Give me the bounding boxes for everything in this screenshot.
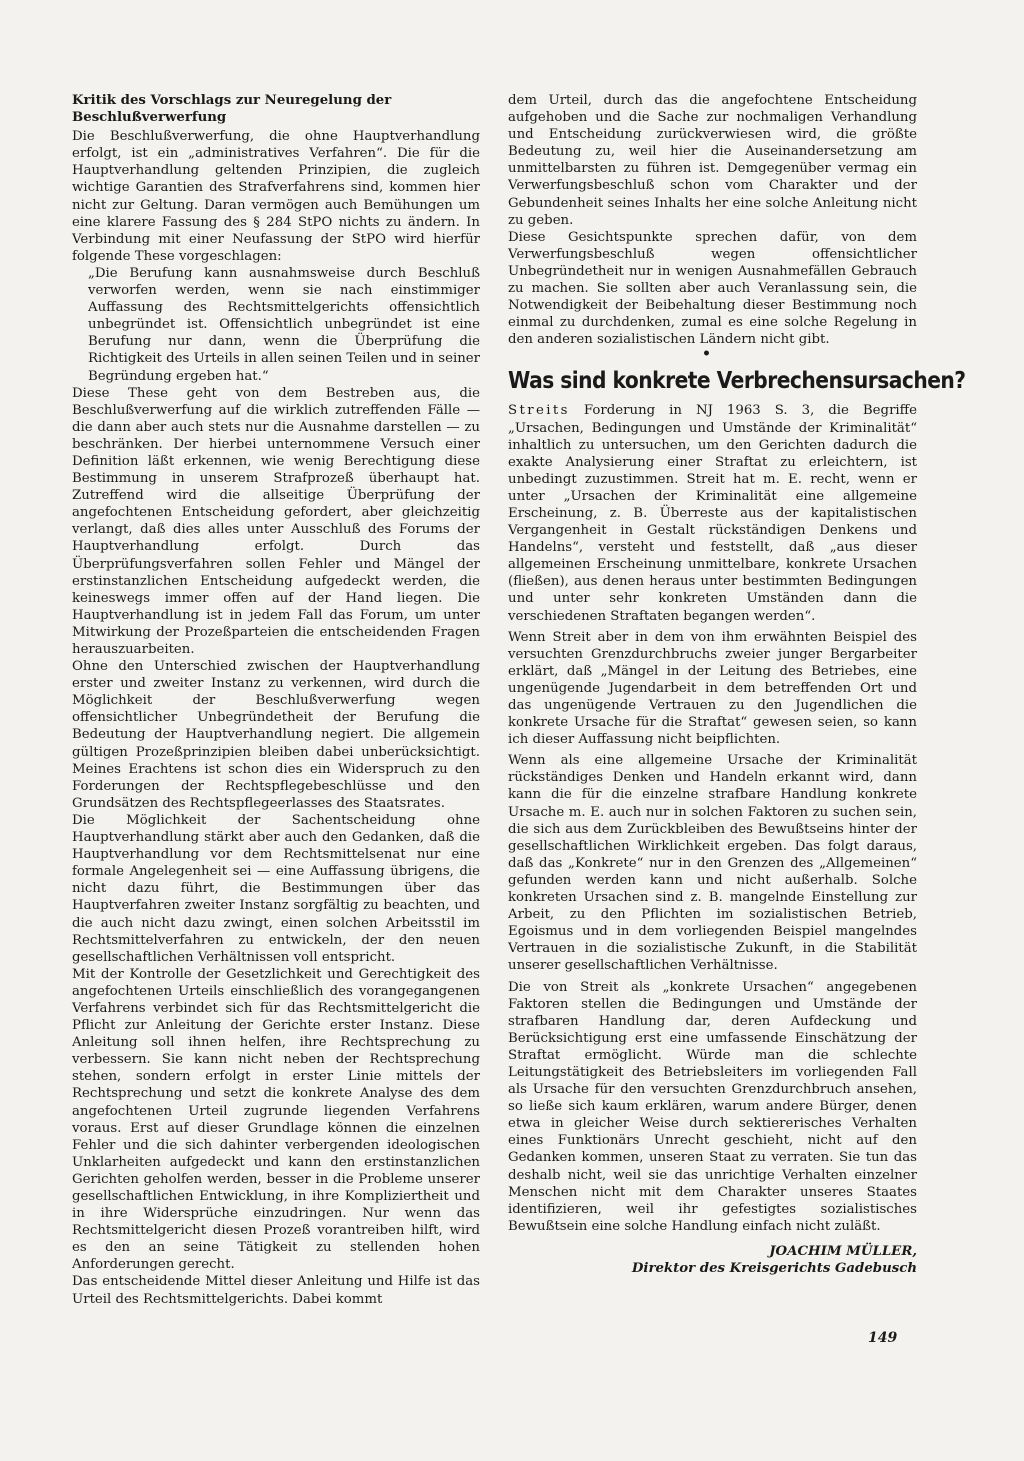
paragraph-text: Forderung in NJ 1963 S. 3, die Begriffe „Ursachen, Bedingungen und Umstände der Kriminalität“ inhaltlich zu untersuchen, um den Gerichten dadurch die exakte Analysierung einer Straftat zu erleichtern, ist unbedingt zuzustimmen. Streit hat m. E. recht, wenn er unter „Ursachen der Kriminalität eine allgemeine Erscheinung, z. B. Überreste aus der kapitalistischen Vergangenheit in Gestalt rückständigen Denkens und Handelns“, versteht und feststellt, daß „aus dieser allgemeinen Erscheinung unmittelbare, konkrete Ursachen (fließen), aus denen heraus unter bestimmten Bedingungen und unter sehr konkreten Umständen dann die verschiedenen Straftaten begangen werden“.	[508, 403, 917, 624]
author-title: Direktor des Kreisgerichts Gadebusch	[631, 1261, 917, 1276]
paragraph: Wenn als eine allgemeine Ursache der Kriminalität rückständiges Denken und Handeln erkannt wird, dann kann die für die einzelne strafbare Handlung konkrete Ursache m. E. auch nur in solchen Faktoren zu suchen sein, die sich aus dem Zurückbleiben des Bewußtseins hinter der gesellschaftlichen Wirklichkeit ergeben. Das folgt daraus, daß das „Konkrete“ nur in den Grenzen des „Allgemeinen“ gefunden werden kann und nicht außerhalb. Solche konkreten Ursachen sind z. B. mangelnde Einstellung zur Arbeit, zu den Pflichten im sozialistischen Betrieb, Egoismus und in dem vorliegenden Beispiel mangelndes Vertrauen in die sozialistische Zukunft, in die Stabilität unserer gesellschaftlichen Verhältnisse.	[508, 753, 917, 974]
paragraph: Die Beschlußverwerfung, die ohne Hauptverhandlung erfolgt, ist ein „administratives Verfahren“. Die für die Hauptverhandlung geltenden Prinzipien, die zugleich wichtige Garantien des Strafverfahrens sind, kommen hier nicht zur Geltung. Daran vermögen auch Bemühungen um eine klarere Fassung des § 284 StPO nichts zu ändern. In Verbindung mit einer Neufassung der StPO wird hierfür folgende These vorgeschlagen:	[72, 129, 480, 264]
paragraph: Diese Gesichtspunkte sprechen dafür, von dem Verwerfungsbeschluß wegen offensichtlicher Unbegründetheit nur in wenigen Ausnahmefällen Gebrauch zu machen. Sie sollten aber auch Veranlassung sein, die Notwendigkeit der Beibehaltung dieser Bestimmung noch einmal zu durchdenken, zumal es eine solche Regelung in den anderen sozialistischen Ländern nicht gibt.	[508, 229, 917, 348]
paragraph: Das entscheidende Mittel dieser Anleitung und Hilfe ist das Urteil des Rechtsmittelgerichts. Dabei kommt	[72, 1274, 480, 1307]
signature-block	[508, 1243, 917, 1277]
paragraph: dem Urteil, durch das die angefochtene Entscheidung aufgehoben und die Sache zur nochmaligen Verhandlung und Entscheidung zurückverwiesen wird, die größte Bedeutung zu, weil hier die Auseinandersetzung am unmittelbarsten zu führen ist. Demgegenüber vermag ein Verwerfungsbeschluß schon vom Charakter und der Gebundenheit seines Inhalts her eine solche Anleitung nicht zu geben.	[508, 93, 917, 228]
thesis-quote: „Die Berufung kann ausnahmsweise durch Beschluß verworfen werden, wenn sie nach einstimmiger Auffassung des Rechtsmittelgerichts offensichtlich unbegründet ist. Offensichtlich unbegründet ist eine Berufung nur dann, wenn die Überprüfung die Richtigkeit des Urteils in allen seinen Teilen und in seiner Begründung ergeben hat.“	[88, 265, 480, 384]
paragraph: Diese These geht von dem Bestreben aus, die Beschlußverwerfung auf die wirklich zutreffenden Fälle — die dann aber auch stets nur die Ausnahme darstellen — zu beschränken. Der hierbei unternommene Versuch einer Definition läßt erkennen, wie wenig Berechtigung diese Bestimmung in unserem Strafprozeß überhaupt hat. Zutreffend wird die allseitige Überprüfung der angefochtenen Entscheidung gefordert, aber gleichzeitig verlangt, daß dies alles unter Ausschluß des Forums der Hauptverhandlung erfolgt. Durch das Überprüfungsverfahren sollen Fehler und Mängel der erstinstanzlichen Entscheidung aufgedeckt werden, die keineswegs immer offen auf der Hand liegen. Die Hauptverhandlung ist in jedem Fall das Forum, um unter Mitwirkung der Prozeßparteien die entscheidenden Fragen herauszuarbeiten.	[72, 385, 480, 657]
author-name-spaced: Streits	[508, 403, 570, 419]
paragraph: Die Möglichkeit der Sachentscheidung ohne Hauptverhandlung stärkt aber auch den Gedanken, daß die Hauptverhandlung vor dem Rechtsmittelsenat nur eine formale Angelegenheit sei — eine Auffassung übrigens, die nicht dazu führt, die Bestimmungen über das Hauptverfahren zweiter Instanz sorgfältig zu beachten, und die auch nicht dazu zwingt, einen solchen Arbeitsstil im Rechtsmittelverfahren zu entwickeln, der den neuen gesellschaftlichen Verhältnissen voll entspricht.	[72, 812, 480, 965]
article-headline: Was sind konkrete Verbrechensursachen?	[508, 368, 966, 395]
paragraph: Die von Streit als „konkrete Ursachen“ angegebenen Faktoren stellen die Bedingungen und Umstände der strafbaren Handlung dar, deren Aufdeckung und Berücksichtigung erst eine umfassende Einschätzung der Straftat ermöglicht. Würde man die schlechte Leitungstätigkeit des Betriebsleiters im vorliegenden Fall als Ursache für den versuchten Grenzdurchbruch ansehen, so ließe sich kaum erklären, warum andere Bürger, denen etwa in gleicher Weise durch sektiererisches Verhalten eines Funktionärs Unrecht geschieht, nicht auf den Gedanken kommen, unseren Staat zu verraten. Sie tun das deshalb nicht, weil sie das unrichtige Verhalten einzelner Menschen nicht mit dem Charakter unseres Staates identifizieren, weil ihr gefestigtes sozialistisches Bewußtsein eine solche Handlung einfach nicht zuläßt.	[508, 979, 917, 1234]
author-name: JOACHIM MÜLLER,	[769, 1243, 917, 1259]
left-column	[72, 92, 480, 1308]
separator-dot: •	[702, 346, 711, 362]
paragraph: Ohne den Unterschied zwischen der Hauptverhandlung erster und zweiter Instanz zu verkennen, wird durch die Möglichkeit der Beschlußverwerfung wegen offensichtlicher Unbegründetheit der Berufung die Bedeutung der Hauptverhandlung negiert. Die allgemein gültigen Prozeßprinzipien bleiben dabei unberücksichtigt. Meines Erachtens ist schon dies ein Widerspruch zu den Forderungen der Rechtspflegebeschlüsse und den Grundsätzen des Rechtspflegeerlasses des Staatsrates.	[72, 659, 480, 811]
page-number: 149	[868, 1330, 898, 1346]
paragraph: Mit der Kontrolle der Gesetzlichkeit und Gerechtigkeit des angefochtenen Urteils einschließlich des vorangegangenen Verfahrens verbindet sich für das Rechtsmittelgericht die Pflicht zur Anleitung der Gerichte erster Instanz. Diese Anleitung soll ihnen helfen, ihre Rechtsprechung zu verbessern. Sie kann nicht neben der Rechtsprechung stehen, sondern erfolgt in erster Linie mittels der Rechtsprechung und setzt die konkrete Analyse des dem angefochtenen Urteil zugrunde liegenden Verfahrens voraus. Erst auf dieser Grundlage können die einzelnen Fehler und die sich dahinter verbergenden ideologischen Unklarheiten aufgedeckt und kann den erstinstanzlichen Gerichten geholfen werden, besser in die Probleme unserer gesellschaftlichen Entwicklung, in ihre Kompliziertheit und in ihre Widersprüche einzudringen. Nur wenn das Rechtsmittelgericht diesen Prozeß vorantreiben hilft, wird es den an seine Tätigkeit zu stellenden hohen Anforderungen gerecht.	[72, 966, 480, 1273]
right-column	[508, 92, 966, 1277]
paragraph	[508, 402, 917, 624]
paragraph: Wenn Streit aber in dem von ihm erwähnten Beispiel des versuchten Grenzdurchbruchs zweier junger Bergarbeiter erklärt, daß „Mängel in der Leitung des Betriebes, eine ungenügende Jugendarbeit in dem betreffenden Ort und das ungenügende Vertrauen zu den Jugendlichen die konkrete Ursache für die Straftat“ gewesen seien, so kann ich dieser Auffassung nicht beipflichten.	[508, 629, 917, 748]
section-heading: Kritik des Vorschlags zur Neuregelung der Beschlußverwerfung	[72, 93, 392, 126]
